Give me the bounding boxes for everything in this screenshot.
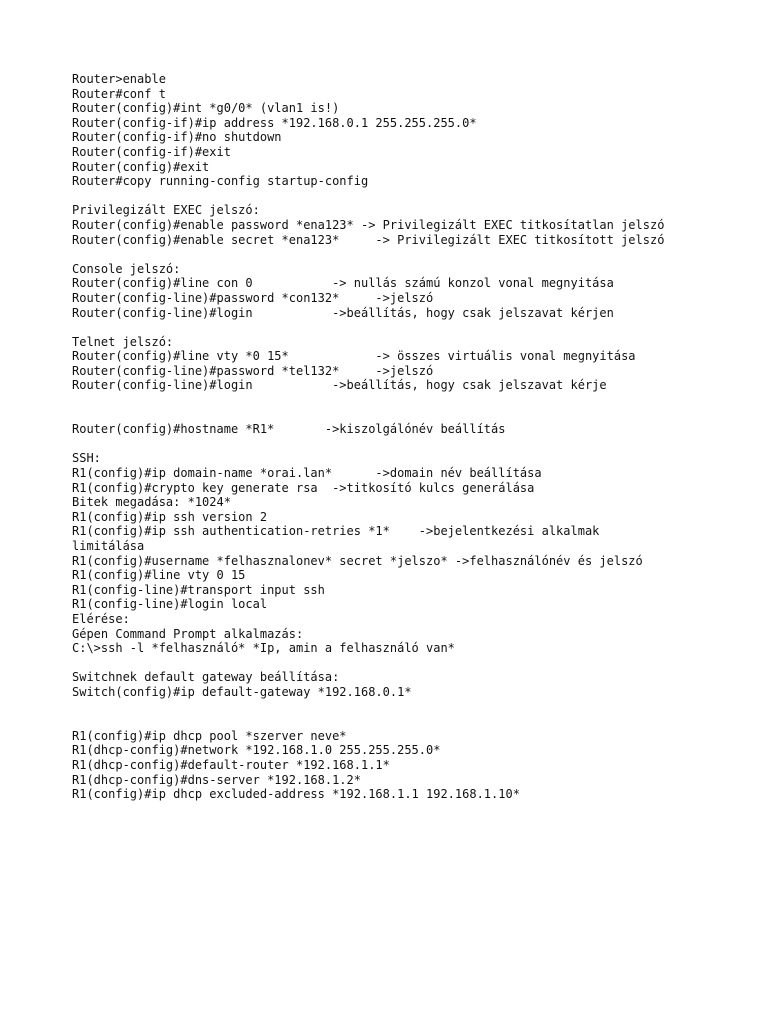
- text-line: R1(dhcp-config)#dns-server *192.168.1.2*: [72, 772, 361, 787]
- text-line: Router(config-line)#login ->beállítás, hogy csak jelszavat kérjen: [72, 305, 614, 320]
- blank-line: [72, 393, 752, 408]
- document-body: [72, 72, 752, 802]
- text-line: R1(dhcp-config)#network *192.168.1.0 255.255.255.0*: [72, 743, 441, 758]
- text-line: SSH:: [72, 451, 101, 466]
- text-line: Bitek megadása: *1024*: [72, 495, 231, 510]
- text-line: Router(config-line)#password *tel132* ->jelszó: [72, 363, 434, 378]
- blank-line: [72, 656, 752, 671]
- text-line: Router(config-line)#login ->beállítás, hogy csak jelszavat kérje: [72, 378, 607, 393]
- text-line: R1(dhcp-config)#default-router *192.168.1.1*: [72, 757, 390, 772]
- text-line: R1(config)#line vty 0 15: [72, 568, 246, 583]
- text-line: Router(config-if)#ip address *192.168.0.1 255.255.255.0*: [72, 115, 477, 130]
- text-line: R1(config)#ip dhcp excluded-address *192.168.1.1 192.168.1.10*: [72, 787, 520, 802]
- text-line: Elérése:: [72, 611, 130, 626]
- text-line: Router(config)#enable password *ena123* -> Privilegizált EXEC titkosítatlan jelszó: [72, 217, 665, 232]
- text-line: R1(config-line)#login local: [72, 597, 268, 612]
- text-line: R1(config)#ip dhcp pool *szerver neve*: [72, 728, 347, 743]
- text-line: Console jelszó:: [72, 261, 181, 276]
- text-line: Router(config)#enable secret *ena123* -> Privilegizált EXEC titkosított jelszó: [72, 232, 665, 247]
- text-line: Router(config-if)#exit: [72, 144, 231, 159]
- blank-line: [72, 408, 752, 423]
- text-line: R1(config)#ip ssh version 2: [72, 509, 268, 524]
- text-line: Router#conf t: [72, 86, 166, 101]
- blank-line: [72, 437, 752, 452]
- text-line: Switchnek default gateway beállítása:: [72, 670, 340, 685]
- text-line: Privilegizált EXEC jelszó:: [72, 203, 260, 218]
- text-line: R1(config)#ip domain-name *orai.lan* ->domain név beállítása: [72, 466, 542, 481]
- text-line: Router#copy running-config startup-config: [72, 174, 369, 189]
- text-line: R1(config)#crypto key generate rsa ->titkosító kulcs generálása: [72, 480, 535, 495]
- text-line: Router(config-line)#password *con132* ->jelszó: [72, 290, 434, 305]
- text-line: Gépen Command Prompt alkalmazás:: [72, 626, 304, 641]
- text-line: Switch(config)#ip default-gateway *192.168.0.1*: [72, 684, 412, 699]
- text-line: Router>enable: [72, 72, 166, 86]
- text-line: Router(config)#line vty *0 15* -> összes virtuális vonal megnyitása: [72, 349, 636, 364]
- text-line: Router(config)#exit: [72, 159, 210, 174]
- blank-line: [72, 189, 752, 204]
- text-line: limitálása: [72, 539, 145, 553]
- blank-line: [72, 714, 752, 729]
- text-line: Router(config)#hostname *R1* ->kiszolgálónév beállítás: [72, 422, 506, 437]
- text-line: C:\>ssh -l *felhasználó* *Ip, amin a felhasználó van*: [72, 641, 455, 656]
- text-line: Telnet jelszó:: [72, 334, 174, 349]
- blank-line: [72, 320, 752, 335]
- text-line: R1(config)#ip ssh authentication-retries *1* ->bejelentkezési alkalmak: [72, 524, 600, 539]
- blank-line: [72, 700, 752, 715]
- text-line: R1(config)#username *felhasznalonev* secret *jelszo* ->felhasználónév és jelszó: [72, 553, 643, 568]
- text-line: Router(config)#line con 0 -> nullás számú konzol vonal megnyitása: [72, 276, 614, 291]
- text-line: Router(config-if)#no shutdown: [72, 130, 282, 145]
- text-line: R1(config-line)#transport input ssh: [72, 582, 325, 597]
- blank-line: [72, 247, 752, 262]
- text-line: Router(config)#int *g0/0* (vlan1 is!): [72, 101, 340, 116]
